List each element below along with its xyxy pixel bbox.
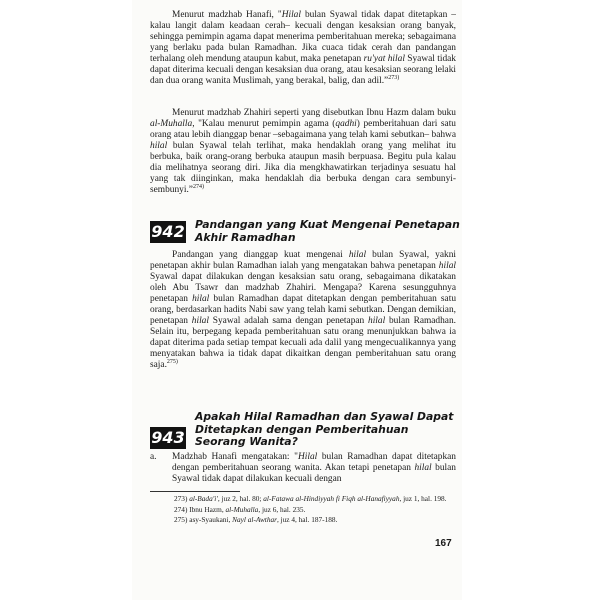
- footnote-275: 275) asy-Syaukani, Nayl al-Awthar, juz 4, hal. 187-188.: [174, 515, 338, 524]
- italic-term: hilal: [368, 316, 386, 327]
- italic-term: hilal: [438, 261, 456, 272]
- section-942-heading: [150, 219, 460, 245]
- section-number-badge: 942: [151, 222, 185, 241]
- italic-term: al-Muhalla: [150, 119, 193, 130]
- italic-term: al-Fatawa al-Hindiyyah fi Fiqh al-Hanafiyyah: [263, 494, 400, 503]
- italic-term: qadhi: [335, 119, 357, 130]
- italic-term: hilal: [348, 250, 367, 260]
- list-item-text: Madzhab Hanafi mengatakan: "Hilal bulan Ramadhan dapat ditetapkan dengan pemberitahuan seorang wanita. Akan tetapi penetapan hilal bulan Syawal tidak dapat dilakukan kecuali dengan: [172, 452, 456, 485]
- list-item-a: [150, 452, 456, 485]
- italic-term: ru'yat hilal: [363, 54, 405, 65]
- italic-term: hilal: [192, 294, 210, 305]
- italic-term: Hilal: [281, 10, 301, 20]
- paragraph-zhahiri: Menurut madzhab Zhahiri seperti yang disebutkan Ibnu Hazm dalam buku al-Muhalla, "Kalau menurut pemimpin agama (qadhi) pemberitahuan dari satu orang atau lebih dianggap benar –sebagaimana yang telah kami sebutkan– bahwa hilal bulan Syawal telah terlihat, maka hendaklah orang yang melihat itu berbuka, baik orang-orang berbuka ataupun masih berpuasa. Begitu pula kalau dia melihatnya seorang diri. Jika dia mengkhawatirkan terjadinya sesuatu hal yang tak diinginkan, maka hendaklah dia berbuka dengan cara sembunyi-sembunyi.”$^{274)}$: [150, 108, 456, 196]
- section-title: Pandangan yang Kuat Mengenai Penetapan Akhir Ramadhan: [195, 218, 460, 244]
- section-number-badge: 943: [151, 428, 185, 447]
- italic-term: Nayl al-Awthar: [232, 515, 277, 524]
- italic-term: hilal: [191, 316, 209, 327]
- section-943-heading: [150, 411, 460, 449]
- footnote-ref: 273): [388, 75, 400, 82]
- footnote-ref: 275): [166, 359, 178, 366]
- paragraph-section-942: Pandangan yang dianggap kuat mengenai hilal bulan Syawal, yakni penetapan akhir bulan Ramadhan ialah yang mengatakan bahwa penetapan hilal Syawal dapat dilakukan dengan kesaksian satu orang, sebagaimana dikatakan oleh Abu Tsawr dan madzhab Zhahiri. Mengapa? Karena sesungguhnya penetapan hilal bulan Ramadhan dapat ditetapkan dengan pemberitahuan satu orang, berdasarkan hadits Nabi saw yang telah kami sebutkan. Dengan demikian, penetapan hilal Syawal adalah sama dengan penetapan hilal bulan Ramadhan. Selain itu, berpegang kepada pemberitahuan satu orang menunjukkan bahwa ia dapat diterima pada setiap tempat kecuali ada dalil yang mengecualikannya yang menyatakan bahwa ia tidak dapat dikaitkan dengan pemberitahuan satu orang saja.$^{275)}$: [150, 250, 457, 371]
- footnotes: [174, 494, 454, 526]
- italic-term: Hilal: [297, 452, 318, 462]
- italic-term: al-Muhalla: [225, 504, 259, 514]
- italic-term: hilal: [150, 141, 168, 152]
- footnote-divider: [150, 491, 240, 492]
- italic-term: al-Bada'i': [189, 494, 218, 503]
- paragraph-hanafi: Menurut madzhab Hanafi, "Hilal bulan Syawal tidak dapat ditetapkan –kalau langit dalam keadaan cerah– kecuali dengan kesaksian orang banyak, sehingga pemimpin agama dapat menerima pemberitahuan mereka; sebagaimana yang berlaku pada bulan Ramadhan. Jika cuaca tidak cerah dan pandangan terhalang oleh mendung ataupun kabut, maka penetapan ru'yat hilal Syawal tidak dapat diterima kecuali dengan kesaksian dua orang, atau kesaksian seorang lelaki dan dua orang wanita Muslimah, yang berakal, balig, dan adil.”$^{273)}$: [150, 10, 456, 87]
- footnote-274: 274) Ibnu Hazm, al-Muhalla, juz 6, hal. 235.: [174, 504, 306, 514]
- footnote-ref: 274): [192, 184, 204, 191]
- footnote-273: 273) al-Bada'i', juz 2, hal. 80; al-Fatawa al-Hindiyyah fi Fiqh al-Hanafiyyah, juz 1, hal. 198.: [174, 494, 447, 503]
- list-item-letter: a.: [150, 452, 157, 462]
- section-title: Apakah Hilal Ramadhan dan Syawal Dapat Ditetapkan dengan Pemberitahuan Seorang Wanita?: [195, 410, 454, 449]
- italic-term: hilal: [414, 463, 432, 474]
- page-number: 167: [435, 538, 452, 549]
